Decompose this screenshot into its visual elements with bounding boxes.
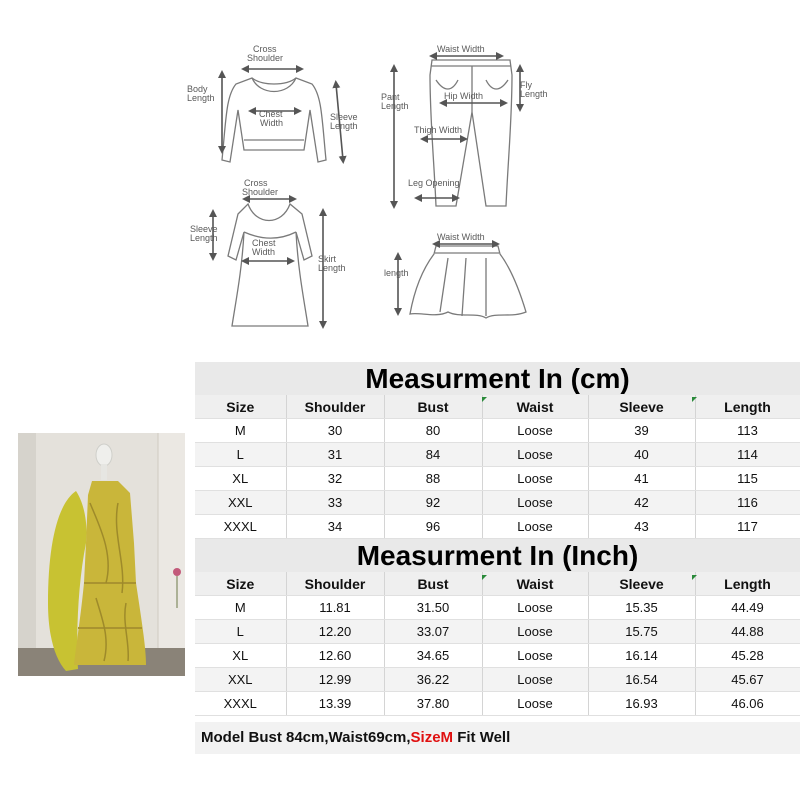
- cell-waist: Loose: [482, 467, 588, 491]
- cell-bust: 31.50: [384, 596, 482, 620]
- label-pants-fly-length: Fly Length: [520, 80, 548, 99]
- inch-table-header: [195, 572, 800, 596]
- cell-bust: 37.80: [384, 692, 482, 716]
- cell-waist: Loose: [482, 692, 588, 716]
- cell-sleeve: 16.14: [588, 644, 695, 668]
- cell-shoulder: 31: [286, 443, 384, 467]
- cell-length: 45.28: [695, 644, 800, 668]
- cell-bust: 96: [384, 515, 482, 539]
- col-header-shoulder: Shoulder: [286, 395, 384, 419]
- cell-length: 114: [695, 443, 800, 467]
- col-header-sleeve: Sleeve: [588, 572, 695, 596]
- label-dress-skirt-length: Skirt Length: [318, 254, 346, 273]
- cell-length: 45.67: [695, 668, 800, 692]
- label-pants-leg-opening: Leg Opening: [408, 178, 460, 188]
- cell-size: XXL: [195, 668, 286, 692]
- cell-size: M: [195, 596, 286, 620]
- cell-waist: Loose: [482, 419, 588, 443]
- label-skirt-length: length: [384, 268, 409, 278]
- cell-length: 44.88: [695, 620, 800, 644]
- label-skirt-waist-width: Waist Width: [437, 232, 485, 242]
- cell-length: 115: [695, 467, 800, 491]
- cell-size: XL: [195, 467, 286, 491]
- cell-waist: Loose: [482, 644, 588, 668]
- cell-shoulder: 33: [286, 491, 384, 515]
- cell-shoulder: 12.20: [286, 620, 384, 644]
- col-header-waist: Waist: [482, 572, 588, 596]
- table-row: [195, 620, 800, 644]
- model-fit-note: [195, 722, 800, 754]
- table-row: [195, 515, 800, 539]
- cell-size: M: [195, 419, 286, 443]
- cell-length: 117: [695, 515, 800, 539]
- label-top-body-length: Body Length: [187, 84, 215, 103]
- cell-sleeve: 16.54: [588, 668, 695, 692]
- cell-corner-mark: [482, 575, 487, 580]
- cell-size: XXXL: [195, 692, 286, 716]
- label-pants-waist-width: Waist Width: [437, 44, 485, 54]
- cell-shoulder: 12.99: [286, 668, 384, 692]
- cell-waist: Loose: [482, 668, 588, 692]
- cell-size: XXXL: [195, 515, 286, 539]
- inch-table-title: Measurment In (Inch): [195, 539, 800, 572]
- col-header-length: Length: [695, 572, 800, 596]
- cell-sleeve: 41: [588, 467, 695, 491]
- col-header-sleeve: Sleeve: [588, 395, 695, 419]
- cell-bust: 33.07: [384, 620, 482, 644]
- cell-bust: 88: [384, 467, 482, 491]
- cell-length: 113: [695, 419, 800, 443]
- col-header-shoulder: Shoulder: [286, 572, 384, 596]
- cell-corner-mark: [692, 575, 697, 580]
- label-pants-thigh-width: Thigh Width: [414, 125, 463, 135]
- table-row: [195, 668, 800, 692]
- label-top-cross-shoulder: Cross Shoulder: [247, 44, 284, 63]
- cell-shoulder: 13.39: [286, 692, 384, 716]
- label-pants-hip-width: Hip Width: [444, 91, 484, 101]
- col-header-bust: Bust: [384, 572, 482, 596]
- label-top-chest-width: Chest Width: [259, 109, 284, 128]
- label-dress-sleeve-length: Sleeve Length: [190, 224, 218, 243]
- cell-waist: Loose: [482, 443, 588, 467]
- cell-shoulder: 30: [286, 419, 384, 443]
- cell-size: L: [195, 620, 286, 644]
- cell-sleeve: 40: [588, 443, 695, 467]
- label-pants-length: Pant Length: [381, 92, 409, 111]
- cell-waist: Loose: [482, 491, 588, 515]
- cm-table-title: Measurment In (cm): [195, 362, 800, 395]
- table-row: [195, 419, 800, 443]
- inch-size-chart: [195, 539, 800, 716]
- cell-bust: 92: [384, 491, 482, 515]
- cell-shoulder: 11.81: [286, 596, 384, 620]
- col-header-waist: Waist: [482, 395, 588, 419]
- table-row: [195, 443, 800, 467]
- table-row: [195, 692, 800, 716]
- cell-shoulder: 32: [286, 467, 384, 491]
- cell-bust: 36.22: [384, 668, 482, 692]
- col-header-length: Length: [695, 395, 800, 419]
- label-dress-chest-width: Chest Width: [252, 238, 276, 257]
- cell-bust: 34.65: [384, 644, 482, 668]
- cell-length: 116: [695, 491, 800, 515]
- col-header-size: Size: [195, 572, 286, 596]
- cell-sleeve: 43: [588, 515, 695, 539]
- table-row: [195, 467, 800, 491]
- cell-waist: Loose: [482, 620, 588, 644]
- skirt-diagram: [384, 232, 526, 318]
- note-text: Model Bust 84cm,Waist69cm,: [201, 729, 411, 746]
- cell-bust: 84: [384, 443, 482, 467]
- cell-corner-mark: [482, 397, 487, 402]
- cell-sleeve: 42: [588, 491, 695, 515]
- cell-sleeve: 39: [588, 419, 695, 443]
- inch-table: [195, 572, 800, 716]
- col-header-bust: Bust: [384, 395, 482, 419]
- top-diagram: [187, 44, 358, 162]
- dress-diagram: [190, 178, 346, 326]
- cm-size-chart: [195, 362, 800, 539]
- cell-waist: Loose: [482, 515, 588, 539]
- cell-size: XXL: [195, 491, 286, 515]
- garment-diagram-panel: [0, 0, 800, 360]
- table-row: [195, 491, 800, 515]
- table-row: [195, 644, 800, 668]
- cell-size: L: [195, 443, 286, 467]
- cell-sleeve: 15.35: [588, 596, 695, 620]
- cell-sleeve: 16.93: [588, 692, 695, 716]
- cm-table: [195, 395, 800, 539]
- cell-size: XL: [195, 644, 286, 668]
- table-row: [195, 596, 800, 620]
- label-top-sleeve-length: Sleeve Length: [330, 112, 358, 131]
- product-photo: [18, 433, 185, 676]
- cell-shoulder: 12.60: [286, 644, 384, 668]
- pants-diagram: [381, 44, 548, 206]
- cell-waist: Loose: [482, 596, 588, 620]
- cell-length: 44.49: [695, 596, 800, 620]
- cell-shoulder: 34: [286, 515, 384, 539]
- cm-table-header: [195, 395, 800, 419]
- cell-corner-mark: [692, 397, 697, 402]
- note-text-end: Fit Well: [453, 729, 511, 746]
- cell-bust: 80: [384, 419, 482, 443]
- col-header-size: Size: [195, 395, 286, 419]
- note-size-highlight: SizeM: [410, 729, 454, 746]
- label-dress-cross-shoulder: Cross Shoulder: [242, 178, 279, 197]
- cell-sleeve: 15.75: [588, 620, 695, 644]
- cell-length: 46.06: [695, 692, 800, 716]
